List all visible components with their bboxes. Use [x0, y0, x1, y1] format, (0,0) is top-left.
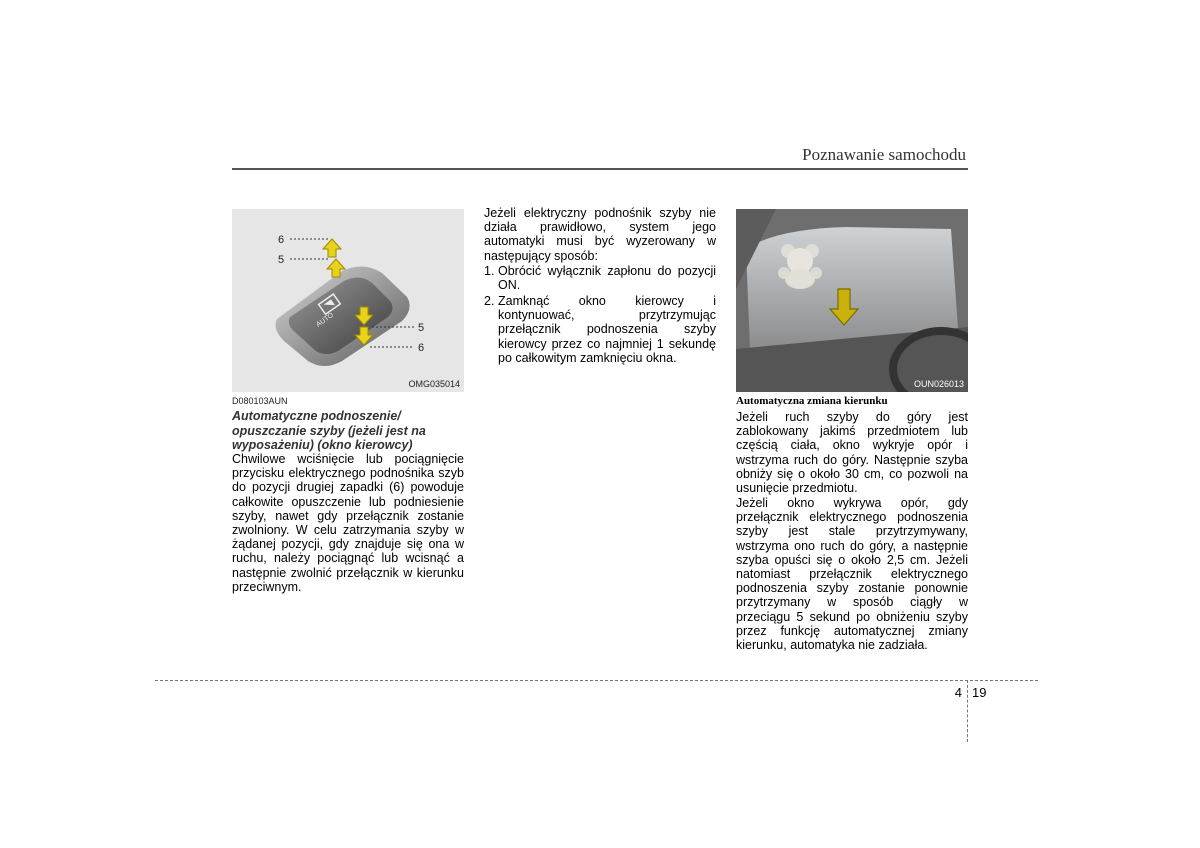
figure-code: OUN026013: [913, 379, 964, 389]
list-text: Obrócić wyłącznik zapłonu do pozycji ON.: [498, 264, 716, 293]
footer-divider: [155, 680, 1038, 681]
footer-vertical-divider: [967, 680, 968, 742]
callout-label: 5: [418, 322, 425, 334]
section-title: Poznawanie samochodu: [802, 145, 966, 164]
subsection-heading: Automatyczne podnoszenie/ opuszczanie szyby (jeżeli jest na wyposażeniu) (okno kierowcy): [232, 409, 426, 452]
reference-code: D080103AUN: [232, 396, 288, 406]
callout-label: 6: [278, 234, 285, 246]
list-text: Zamknąć okno kierowcy i kontynuować, przytrzymując przełącznik podnoszenia szyby kierowcy przez co najmniej 1 sekundę po całkowitym zamknięciu okna.: [498, 294, 716, 365]
callout-label: 6: [418, 342, 425, 354]
list-number: 2.: [484, 294, 495, 308]
window-switch-illustration: [232, 209, 464, 392]
body-paragraph: Jeżeli okno wykrywa opór, gdy przełącznik elektrycznego podnoszenia szyby jest stale przytrzymywany, wstrzyma ono ruch do góry, a następnie szyba opuści się o około 2,5 cm. Jeżeli natomiast przełącznik elektrycznego podnoszenia szyby zostanie ponownie przytrzymany w sposób ciągły w przeciągu 5 sekund po obniżeniu szyby przez funkcję automatycznej zmiany kierunku, automatyka nie zadziała.: [736, 496, 968, 653]
window-switch-drawing: [232, 209, 464, 392]
header-divider: [232, 168, 968, 170]
figure-code: OMG035014: [408, 379, 460, 389]
chapter-number: 4: [954, 685, 962, 700]
callout-label: 5: [278, 254, 285, 266]
list-number: 1.: [484, 264, 495, 278]
car-interior-drawing: [736, 209, 968, 392]
page-number: 19: [972, 685, 987, 700]
body-paragraph: Chwilowe wciśnięcie lub pociągnięcie przycisku elektrycznego podnośnika szyb do pozycji drugiej zapadki (6) powoduje całkowite opuszczenie lub podniesienie szyby, nawet gdy przełącznik zostanie zwolniony. W celu zatrzymania szyby w żądanej pozycji, gdy znajduje się ona w ruchu, należy pociągnąć lub wcisnąć a następnie zwolnić przełącznik w kierunku przeciwnym.: [232, 452, 464, 594]
up-arrow-icon: [323, 239, 341, 257]
intro-paragraph: Jeżeli elektryczny podnośnik szyby nie działa prawidłowo, system jego automatyki musi być wyzerowany w następujący sposób:: [484, 206, 716, 263]
car-window-photo: [736, 209, 968, 392]
body-paragraph: Jeżeli ruch szyby do góry jest zablokowany jakimś przedmiotem lub częścią ciała, okno wykryje opór i wstrzyma ruch do góry. Następnie szyba obniży się o około 30 cm, co pozwoli na usunięcie przedmiotu.: [736, 410, 968, 496]
subsection-heading: Automatyczna zmiana kierunku: [736, 395, 888, 407]
list-item: [484, 294, 716, 365]
list-item: [484, 264, 716, 292]
switch-auto-label: AUTO: [315, 311, 335, 329]
